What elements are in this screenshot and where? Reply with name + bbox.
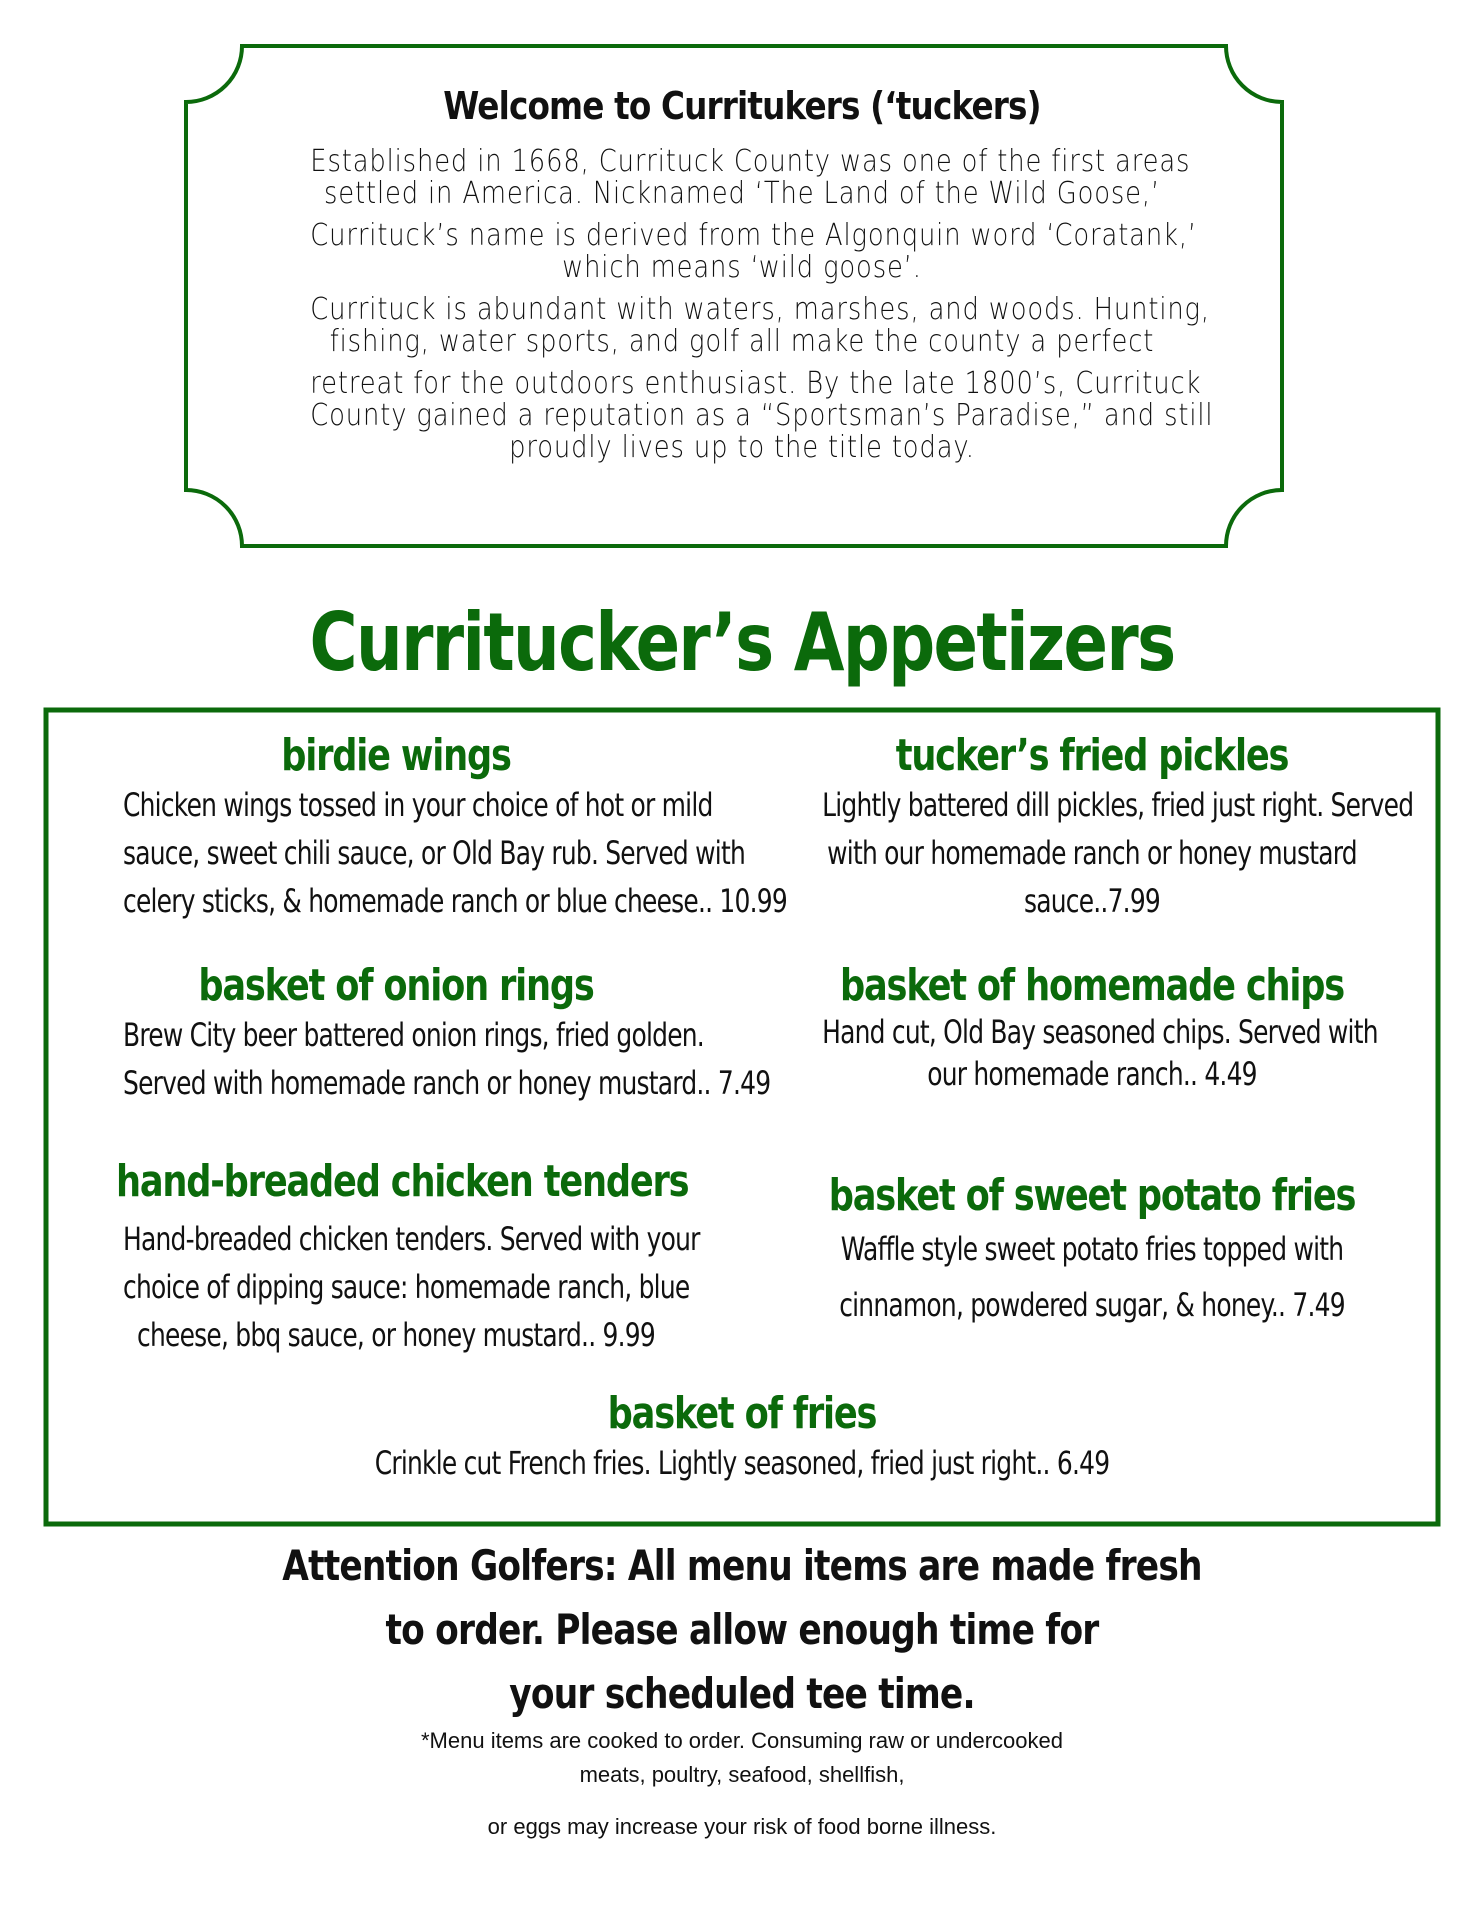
notice-line: your scheduled tee time. [509,1669,975,1718]
item-name: basket of sweet potato fries [828,1170,1356,1221]
welcome-section [240,84,1244,474]
notice-line: to order. Please allow enough time for [385,1605,1099,1654]
item-description: Brew City beer battered onion rings, fried golden. [123,1016,704,1054]
item-description: Waffle style sweet potato fries topped with [840,1230,1344,1268]
welcome-line: retreat for the outdoors enthusiast. By the late 1800’s, Currituck [310,366,1202,401]
menu-item-fries [46,1388,1438,1487]
item-description: Crinkle cut French fries. Lightly seasoned, fried just right.. 6.49 [374,1444,1110,1482]
welcome-line: County gained a reputation as a “Sportsman’s Paradise,” and still [310,398,1214,433]
welcome-line: fishing, water sports, and golf all make the county a perfect [329,324,1155,359]
food-safety-disclaimer [0,1726,1484,1842]
item-description: cinnamon, powdered sugar, & honey.. 7.49 [839,1286,1345,1324]
menu-item-chicken-tenders [46,1156,746,1359]
item-description: Hand cut, Old Bay seasoned chips. Served with [822,1013,1378,1051]
menu-item-birdie-wings [46,730,787,925]
item-name: basket of onion rings [198,960,594,1011]
item-name: hand-breaded chicken tenders [116,1156,689,1207]
welcome-line: which means ‘wild goose’. [562,250,922,285]
welcome-line: settled in America. Nicknamed ‘The Land of the Wild Goose,’ [323,176,1161,211]
item-name: basket of homemade chips [840,960,1344,1011]
item-description: sauce..7.99 [1023,882,1161,920]
item-name: tucker’s fried pickles [895,730,1289,781]
welcome-title: Welcome to Curritukers (‘tuckers) [443,84,1041,128]
golfer-notice [0,1534,1484,1726]
item-description: choice of dipping sauce: homemade ranch, blue [123,1268,690,1306]
menu-title: Curritucker’s Appetizers [309,596,1175,689]
welcome-line: Established in 1668, Currituck County was one of the first areas [310,144,1191,179]
menu-item-fried-pickles [746,730,1438,925]
item-description: our homemade ranch.. 4.49 [927,1055,1257,1093]
notice-line: Attention Golfers: All menu items are made fresh [282,1541,1202,1590]
item-description: celery sticks, & homemade ranch or blue cheese.. 10.99 [123,882,787,920]
welcome-line: proudly lives up to the title today. [509,430,975,465]
item-description: with our homemade ranch or honey mustard [827,834,1357,872]
welcome-line: Currituck’s name is derived from the Algonquin word ‘Coratank,’ [310,218,1197,253]
item-description: cheese, bbq sauce, or honey mustard.. 9.99 [137,1316,655,1354]
item-description: Lightly battered dill pickles, fried just right. Served [822,786,1414,824]
item-name: birdie wings [281,730,511,781]
disclaimer-line: or eggs may increase your risk of food borne illness. [487,1814,997,1839]
item-description: sauce, sweet chili sauce, or Old Bay rub. Served with [123,834,745,872]
menu-item-sweet-potato-fries [746,1170,1438,1333]
menu-item-onion-rings [46,960,771,1107]
item-description: Served with homemade ranch or honey mustard.. 7.49 [123,1064,771,1102]
menu-item-homemade-chips [746,960,1438,1095]
item-name: basket of fries [607,1388,877,1439]
item-description: Chicken wings tossed in your choice of hot or mild [123,786,713,824]
item-description: Hand-breaded chicken tenders. Served with your [123,1220,700,1258]
disclaimer-line: meats, poultry, seafood, shellfish, [579,1762,905,1787]
disclaimer-line: *Menu items are cooked to order. Consuming raw or undercooked [420,1728,1063,1753]
welcome-line: Currituck is abundant with waters, marshes, and woods. Hunting, [310,292,1210,327]
